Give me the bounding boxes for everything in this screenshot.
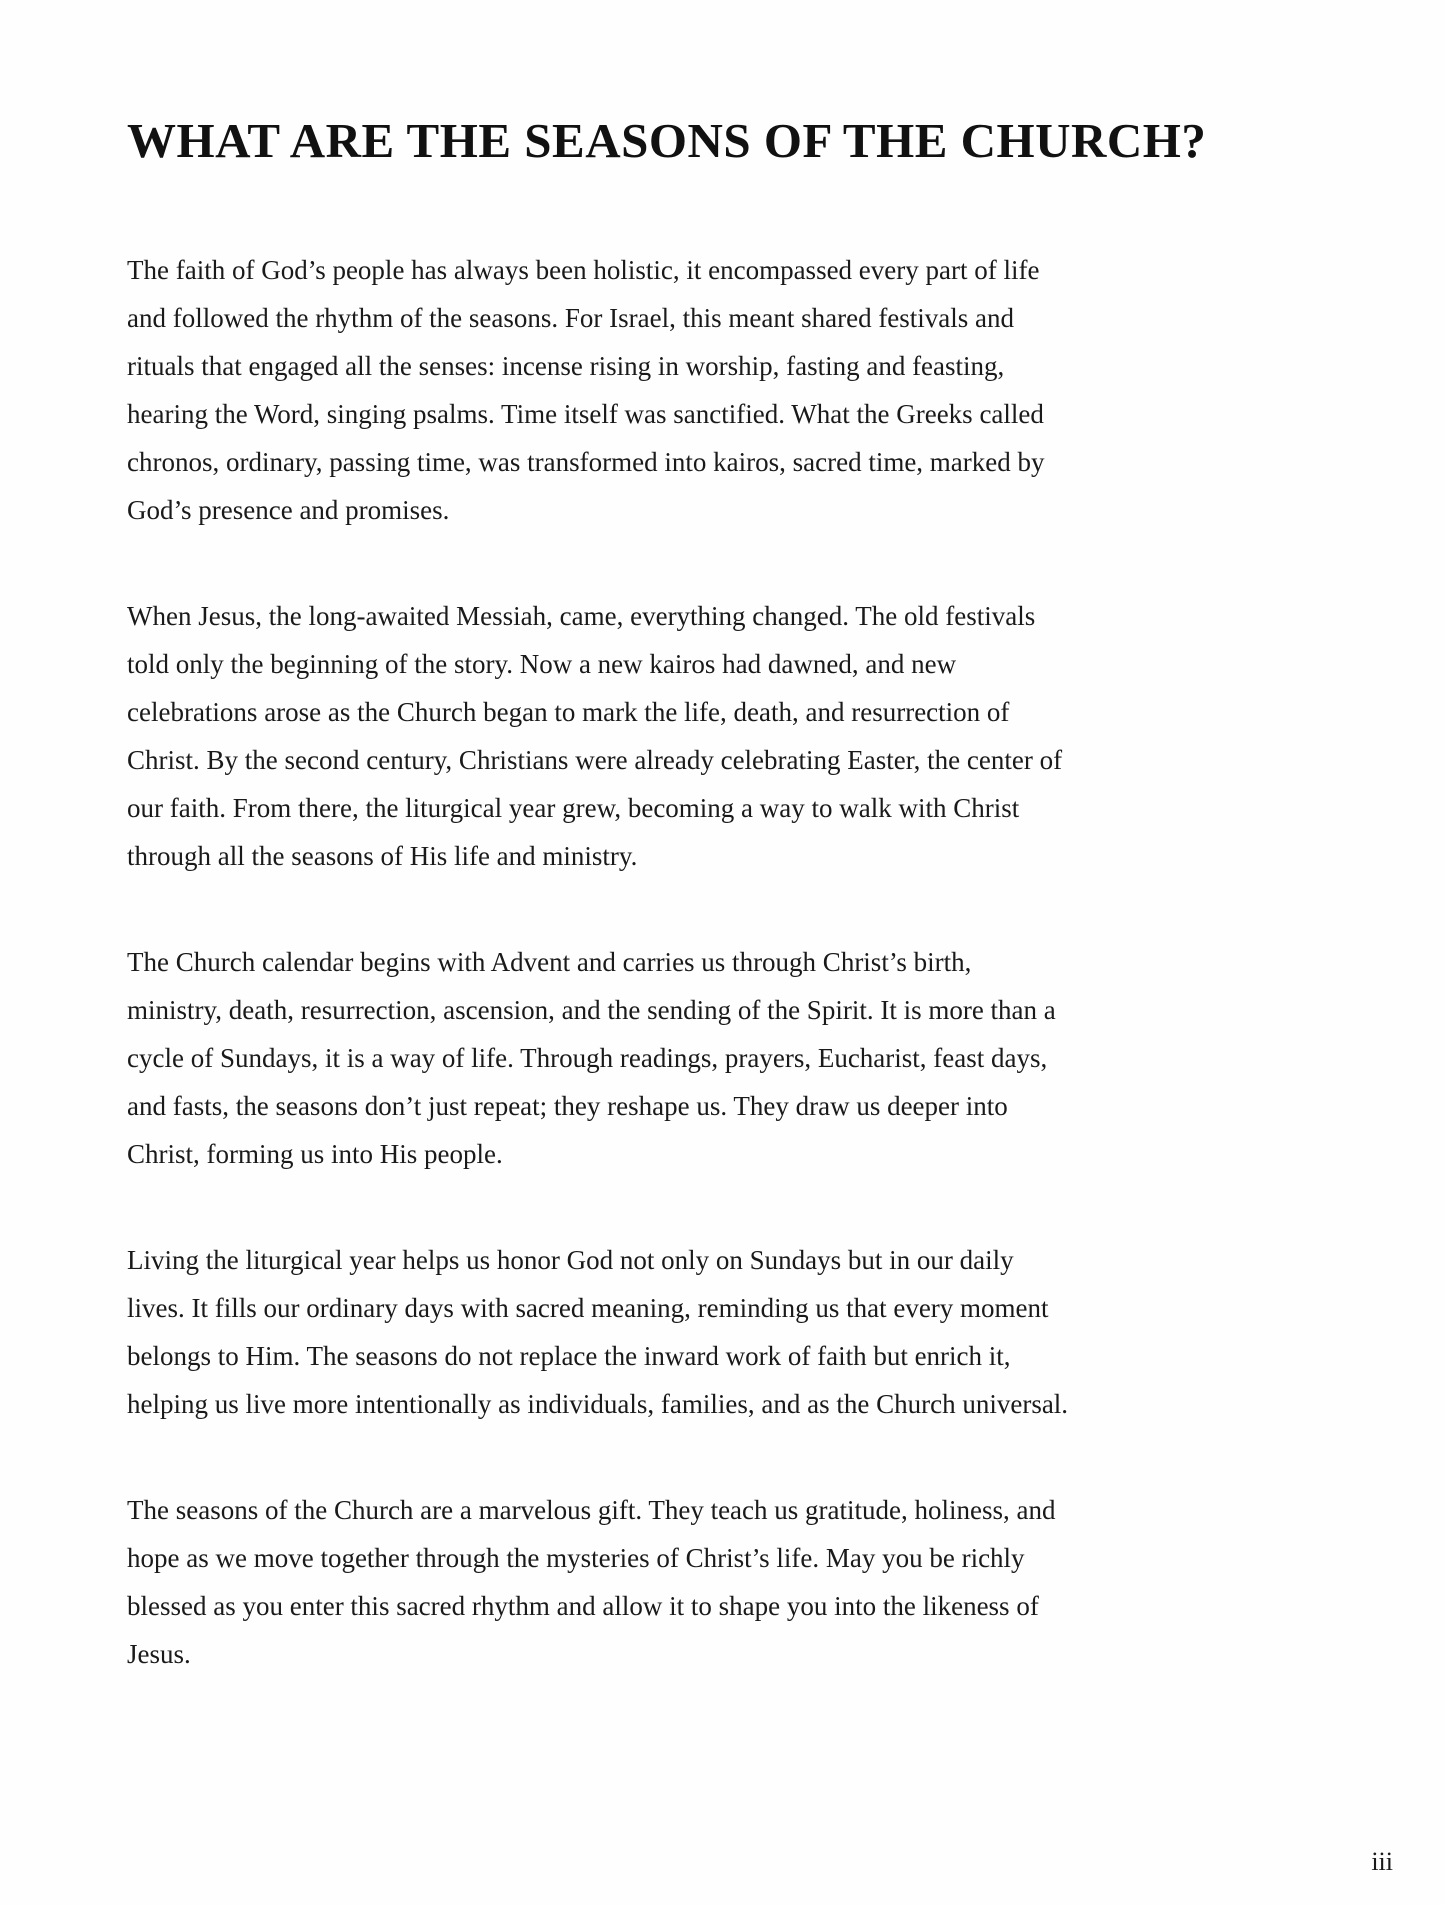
page-number: iii [1371, 1847, 1393, 1876]
page-title: WHAT ARE THE SEASONS OF THE CHURCH? [127, 113, 1207, 168]
paragraph-1: The faith of God’s people has always been holistic, it encompassed every part of life and followed the rhythm of the seasons. For Israel, this meant shared festivals and rituals that engaged all the senses: incense rising in worship, fasting and feasting, hearing the Word, singing psalms. Time itself was sanctified. What the Greeks called chronos, ordinary, passing time, was transformed into kairos, sacred time, marked by God’s presence and promises. [127, 255, 1045, 525]
paragraph-4: Living the liturgical year helps us honor God not only on Sundays but in our daily lives. It fills our ordinary days with sacred meaning, reminding us that every moment belongs to Him. The seasons do not replace the inward work of faith but enrich it, helping us live more intentionally as individuals, families, and as the Church universal. [127, 1245, 1069, 1419]
paragraph-5: The seasons of the Church are a marvelous gift. They teach us gratitude, holiness, and hope as we move together through the mysteries of Christ’s life. May you be richly blessed as you enter this sacred rhythm and allow it to shape you into the likeness of Jesus. [127, 1495, 1056, 1669]
paragraph-2: When Jesus, the long-awaited Messiah, came, everything changed. The old festivals told only the beginning of the story. Now a new kairos had dawned, and new celebrations arose as the Church began to mark the life, death, and resurrection of Christ. By the second century, Christians were already celebrating Easter, the center of our faith. From there, the liturgical year grew, becoming a way to walk with Christ through all the seasons of His life and ministry. [127, 601, 1063, 871]
paragraph-3: The Church calendar begins with Advent and carries us through Christ’s birth, ministry, death, resurrection, ascension, and the sending of the Spirit. It is more than a cycle of Sundays, it is a way of life. Through readings, prayers, Eucharist, feast days, and fasts, the seasons don’t just repeat; they reshape us. They draw us deeper into Christ, forming us into His people. [127, 947, 1056, 1169]
body-text [127, 246, 1072, 1736]
